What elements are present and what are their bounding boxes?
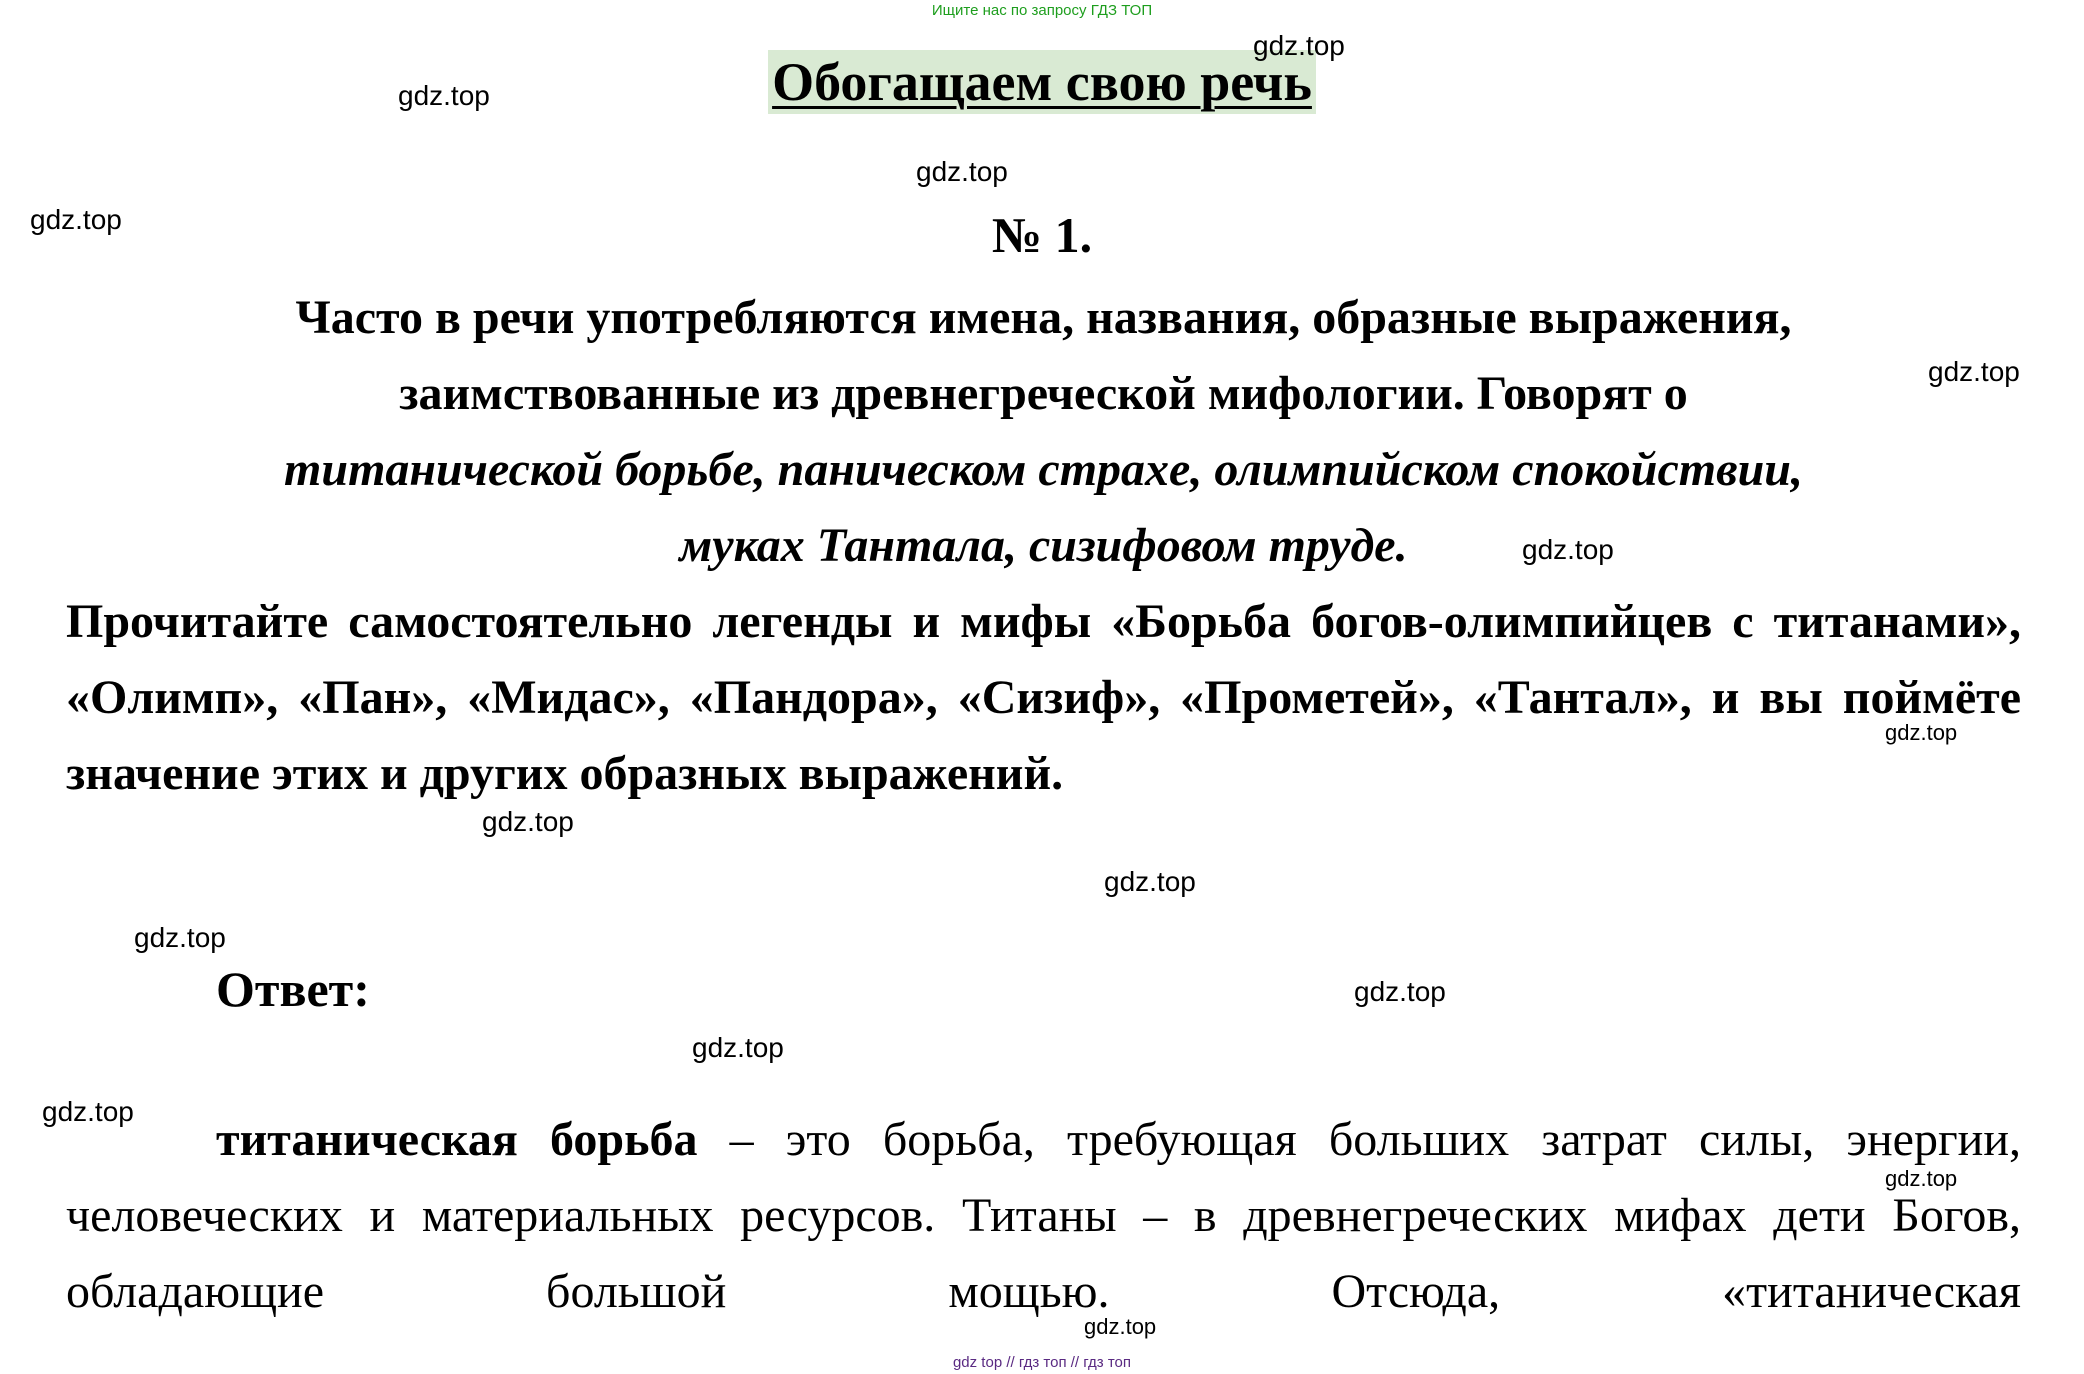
watermark: gdz.top	[1885, 720, 1958, 745]
task-italic-line1: титанической борьбе, паническом страхе, олимпийском спокойствии,	[284, 443, 1803, 496]
watermark: gdz.top	[30, 204, 122, 235]
top-search-link[interactable]: Ищите нас по запросу ГДЗ ТОП	[931, 2, 1153, 19]
answer-text	[66, 1102, 2021, 1330]
answer-label: Ответ:	[216, 961, 370, 1017]
task-number: № 1.	[991, 207, 1093, 263]
watermark: gdz.top	[1885, 1166, 1958, 1191]
answer-term: титаническая борьба	[216, 1113, 698, 1166]
watermark: gdz.top	[1104, 866, 1196, 897]
title-wrap	[0, 50, 2084, 114]
watermark: gdz.top	[134, 922, 226, 953]
watermark: gdz.top	[1354, 976, 1446, 1007]
task-italic-line2: муках Тантала, сизифовом труде.	[679, 519, 1408, 572]
watermark: gdz.top	[398, 80, 490, 111]
answer-definition: – это борьба, требующая больших затрат силы, энергии, человеческих и материальных ресурсов. Титаны – в древнегреческих мифах дети Богов, обладающие большой мощью. Отсюда, «титаническая	[66, 1113, 2021, 1318]
watermark: gdz.top	[1084, 1314, 1157, 1339]
answer-paragraph	[66, 1102, 2021, 1330]
watermark: gdz.top	[1928, 356, 2020, 387]
watermark: gdz.top	[1253, 30, 1345, 61]
watermark: gdz.top	[692, 1032, 784, 1063]
task-intro-line1: Часто в речи употребляются имена, названия, образные выражения,	[295, 291, 1792, 344]
page-title: Обогащаем свою речь	[768, 50, 1316, 114]
watermark: gdz.top	[916, 156, 1008, 187]
watermark: gdz.top	[482, 806, 574, 837]
footer-links[interactable]: gdz top // гдз топ // гдз топ	[952, 1354, 1132, 1371]
task-instruction: Прочитайте самостоятельно легенды и мифы «Борьба богов-олимпийцев с титанами», «Олимп», «Пан», «Мидас», «Пандора», «Сизиф», «Прометей», «Тантал», и вы поймёте значение этих и других образных выражений.	[66, 595, 2021, 800]
task-text	[66, 280, 2021, 812]
watermark: gdz.top	[1522, 534, 1614, 565]
watermark: gdz.top	[42, 1096, 134, 1127]
task-intro-line2: заимствованные из древнегреческой мифологии. Говорят о	[399, 367, 1688, 420]
